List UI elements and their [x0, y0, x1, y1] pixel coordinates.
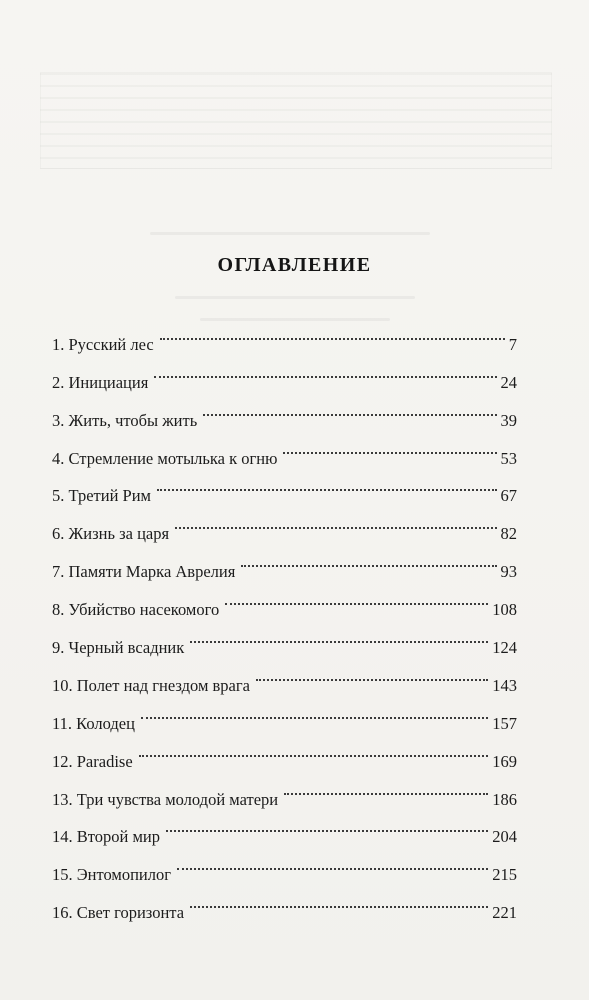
- toc-entry-page: 221: [492, 903, 517, 923]
- toc-title: ОГЛАВЛЕНИЕ: [217, 254, 372, 276]
- toc-entry-page: 53: [500, 448, 517, 468]
- toc-list: [52, 312, 517, 923]
- toc-entry-label: 5. Третий Рим: [52, 486, 151, 506]
- toc-entry-page: 108: [492, 600, 517, 620]
- dot-leader: [175, 501, 496, 539]
- toc-entry-label: 8. Убийство насекомого: [52, 600, 220, 620]
- toc-entry-label: 15. Энтомопилог: [52, 865, 172, 885]
- toc-entry-label: 13. Три чувства молодой матери: [52, 789, 279, 809]
- toc-entry-label: 16. Свет горизонта: [52, 903, 185, 923]
- toc-entry-label: 2. Инициация: [52, 372, 149, 392]
- toc-entry-page: 169: [492, 751, 517, 771]
- dot-leader: [225, 577, 488, 615]
- reverse-side-line: [150, 232, 430, 235]
- toc-entry-label: 4. Стремление мотылька к огню: [52, 448, 278, 468]
- toc-entry-page: 7: [508, 334, 517, 354]
- toc-entry-page: 124: [492, 638, 517, 658]
- toc-entry-page: 204: [492, 827, 517, 847]
- toc-entry-label: 7. Памяти Марка Аврелия: [52, 562, 236, 582]
- dot-leader: [154, 350, 496, 388]
- toc-entry-page: 67: [500, 486, 517, 506]
- toc-entry-page: 93: [500, 562, 517, 582]
- toc-entry-page: 82: [500, 524, 517, 544]
- toc-entry-label: 11. Колодец: [52, 713, 135, 733]
- toc-entry-label: 10. Полет над гнездом врага: [52, 675, 250, 695]
- toc-entry-page: 24: [500, 372, 517, 392]
- dot-leader: [241, 539, 496, 577]
- reverse-side-show-through: [40, 72, 552, 169]
- toc-entry[interactable]: [52, 312, 517, 354]
- dot-leader: [203, 388, 496, 426]
- toc-entry-page: 157: [492, 713, 517, 733]
- dot-leader: [283, 426, 496, 464]
- reverse-side-line: [175, 296, 415, 299]
- dot-leader: [139, 729, 489, 767]
- dot-leader: [160, 312, 505, 350]
- toc-entry-label: 9. Черный всадник: [52, 638, 185, 658]
- toc-entry-label: 1. Русский лес: [52, 334, 154, 354]
- dot-leader: [256, 653, 488, 691]
- dot-leader: [190, 880, 488, 918]
- toc-entry-label: 12. Paradise: [52, 751, 133, 771]
- toc-entry-label: 6. Жизнь за царя: [52, 524, 170, 544]
- toc-entry-label: 14. Второй мир: [52, 827, 160, 847]
- dot-leader: [166, 805, 488, 843]
- toc-entry-page: 215: [492, 865, 517, 885]
- dot-leader: [190, 615, 488, 653]
- dot-leader: [284, 767, 488, 805]
- dot-leader: [141, 691, 488, 729]
- toc-entry-label: 3. Жить, чтобы жить: [52, 410, 198, 430]
- toc-entry-page: 143: [492, 675, 517, 695]
- toc-entry-page: 186: [492, 789, 517, 809]
- toc-entry-page: 39: [500, 410, 517, 430]
- dot-leader: [177, 842, 488, 880]
- dot-leader: [157, 464, 497, 502]
